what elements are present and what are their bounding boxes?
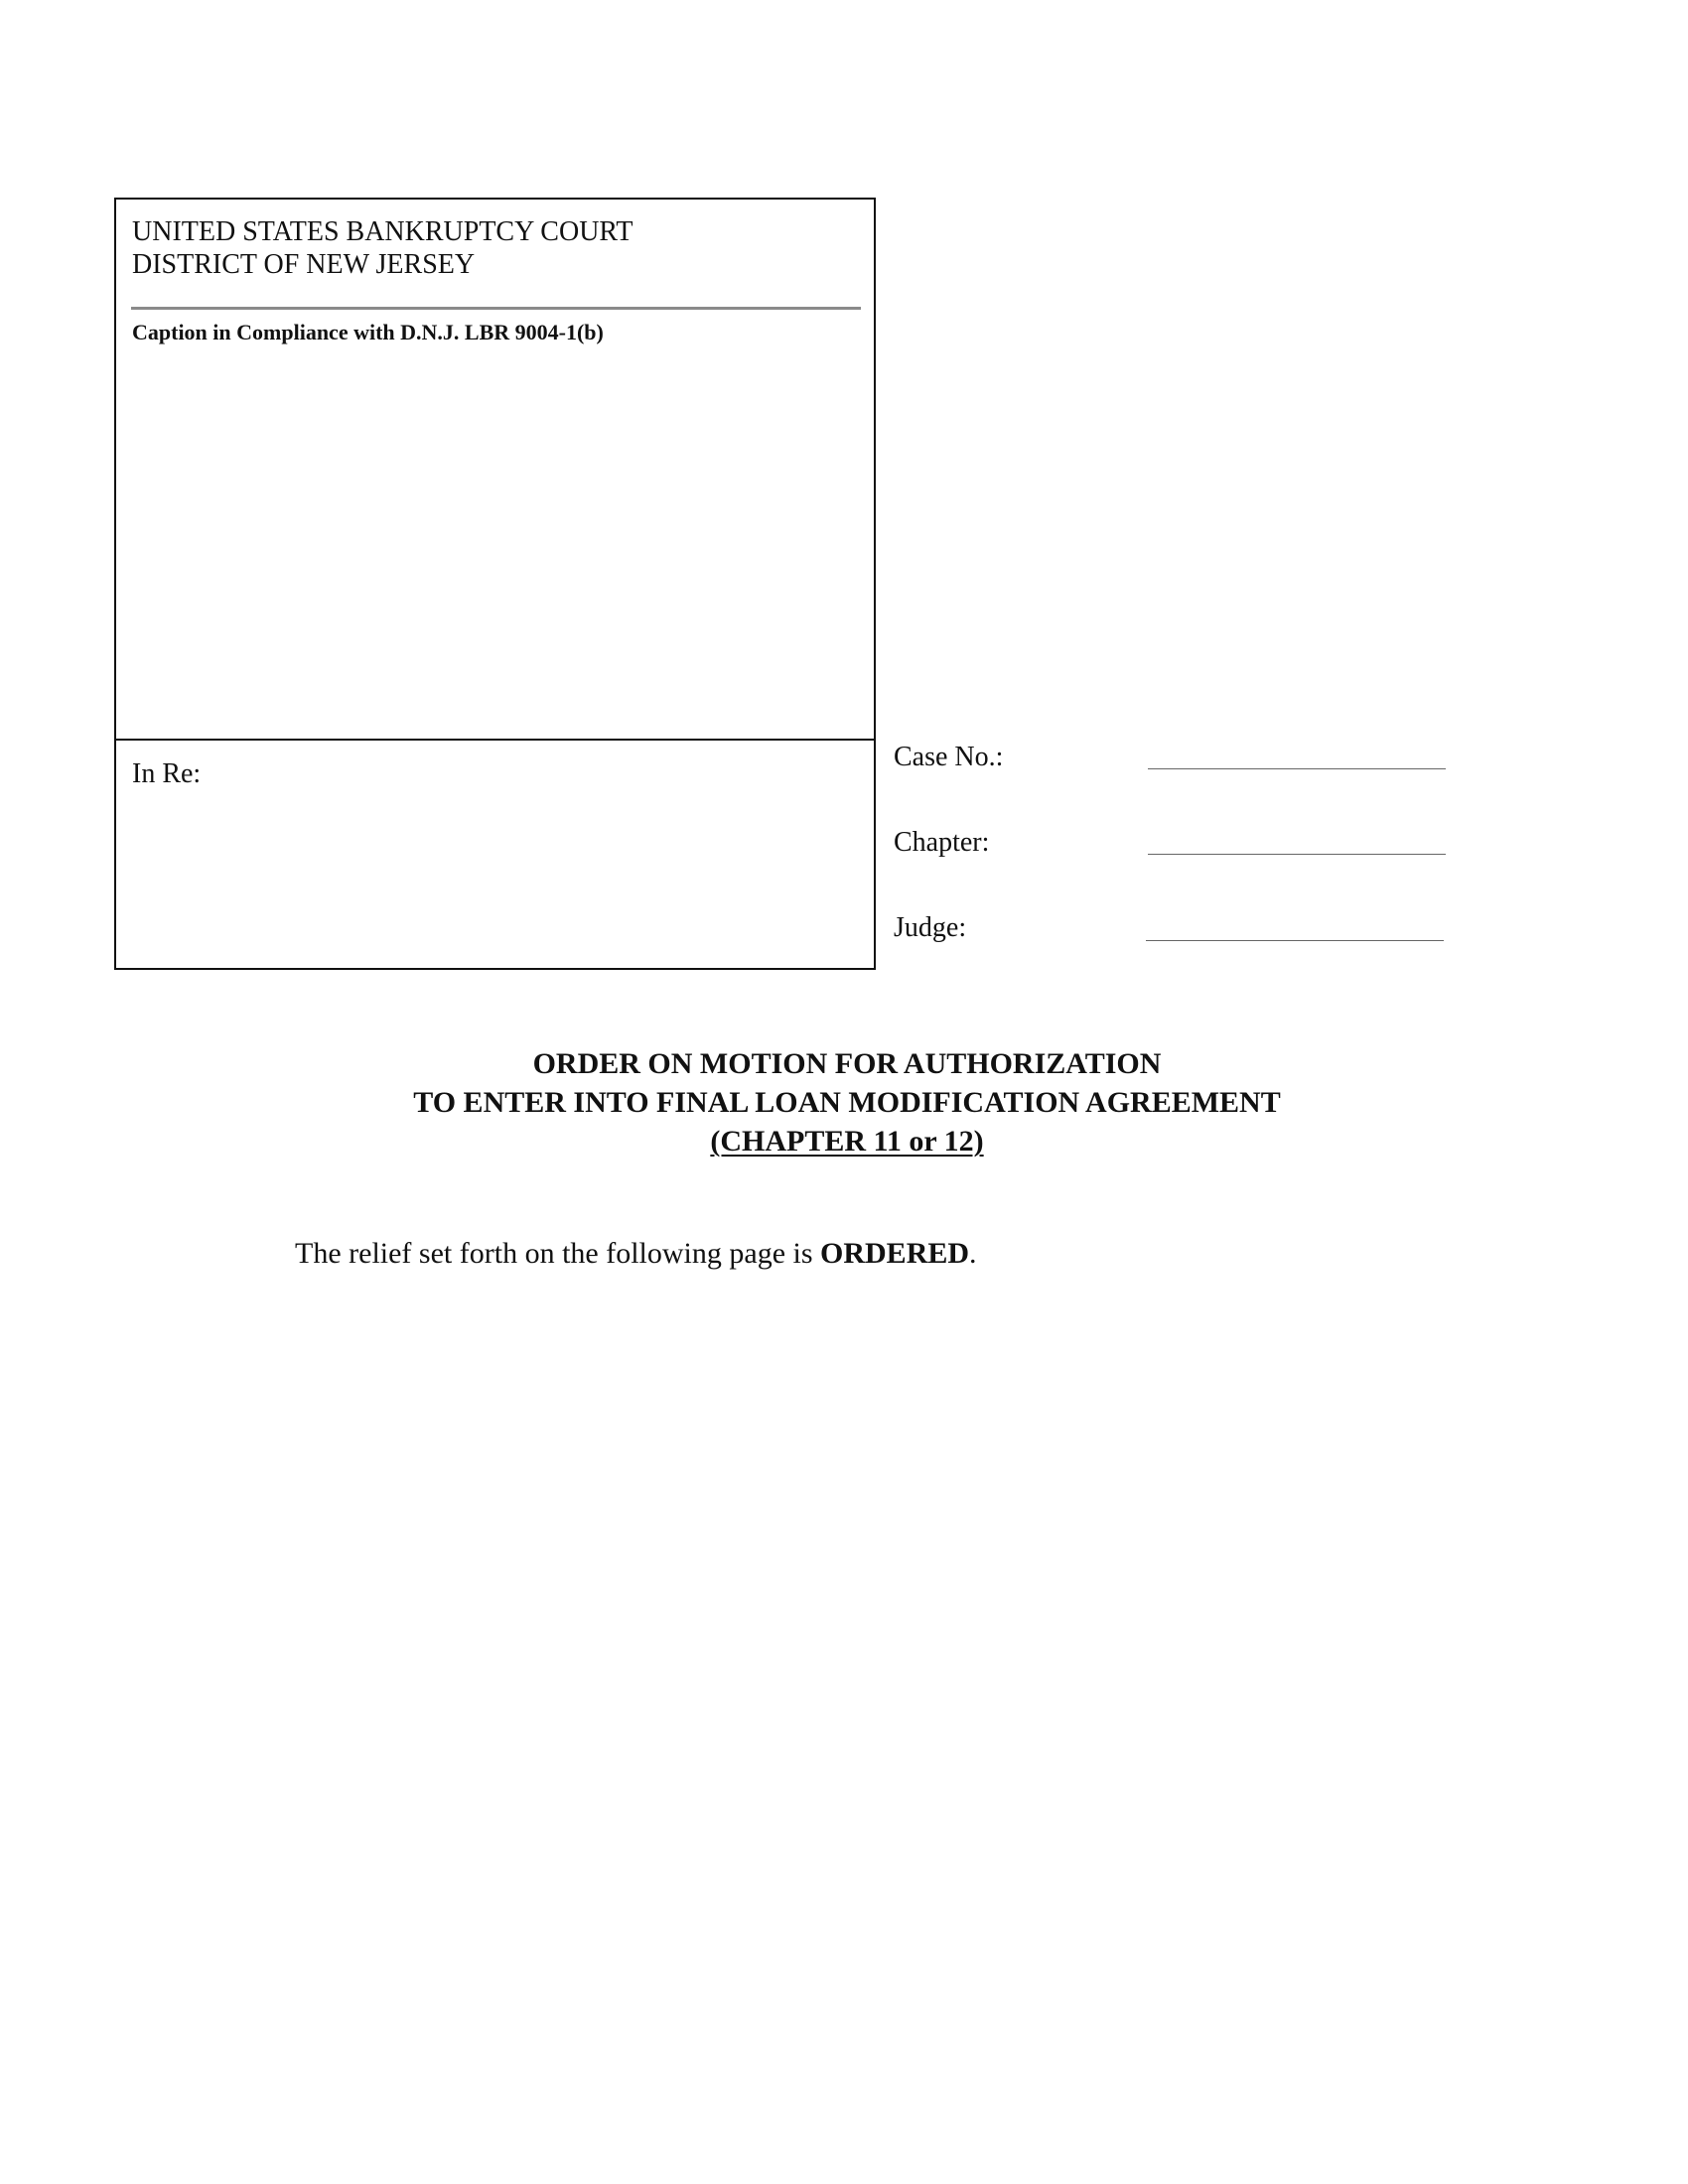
order-title-line1: ORDER ON MOTION FOR AUTHORIZATION	[532, 1047, 1162, 1080]
order-title-chapter: (CHAPTER 11 or 12)	[710, 1125, 984, 1158]
header-rule	[131, 307, 861, 310]
court-name: UNITED STATES BANKRUPTCY COURT	[132, 216, 633, 247]
judge-blank[interactable]	[1146, 940, 1444, 941]
judge-label: Judge:	[894, 912, 967, 943]
case-no-label: Case No.:	[894, 742, 1004, 772]
body-period: .	[969, 1237, 977, 1270]
chapter-label: Chapter:	[894, 827, 990, 858]
ordered-emphasis: ORDERED	[820, 1237, 970, 1270]
caption-box	[114, 198, 876, 970]
order-title-line3	[0, 1125, 1688, 1159]
court-district: DISTRICT OF NEW JERSEY	[132, 249, 476, 280]
order-title-line2: TO ENTER INTO FINAL LOAN MODIFICATION AGREEMENT	[413, 1086, 1281, 1119]
in-re-label: In Re:	[132, 758, 202, 789]
caption-compliance-note: Caption in Compliance with D.N.J. LBR 9004-1(b)	[132, 320, 604, 344]
body-text: The relief set forth on the following page is	[295, 1237, 821, 1270]
chapter-blank[interactable]	[1148, 854, 1446, 855]
case-no-blank[interactable]	[1148, 768, 1446, 769]
caption-box-divider	[114, 739, 876, 741]
order-body-text	[295, 1237, 977, 1271]
